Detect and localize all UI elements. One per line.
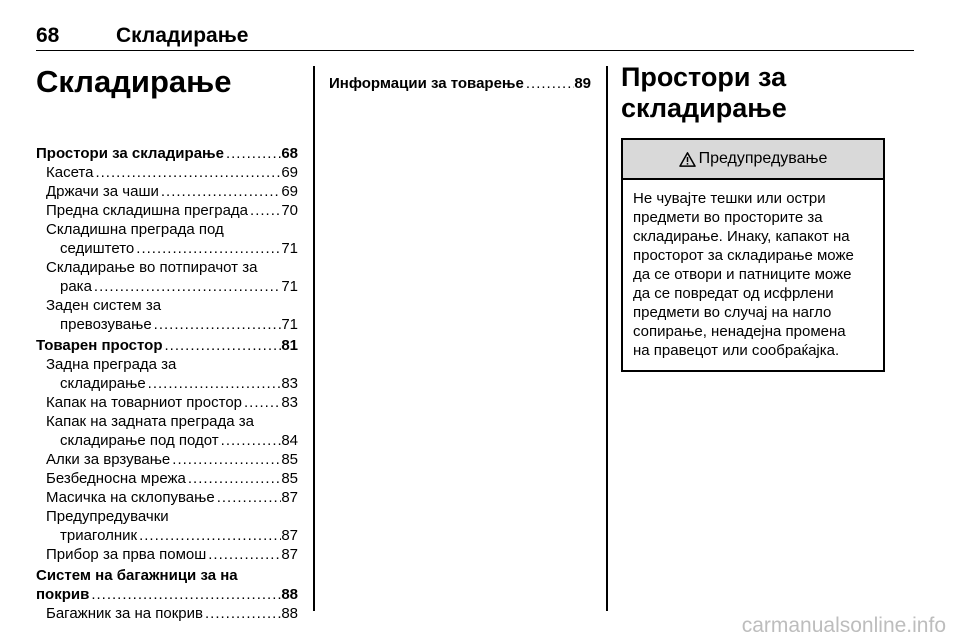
toc-entry[interactable]: Прибор за прва помош ..... 87 [36,545,298,564]
toc-entry[interactable]: Предупредувачки триаголник ..... 87 [36,507,298,545]
toc-entry[interactable]: Касета ..... 69 [36,163,298,182]
toc-entry[interactable]: Складирање во потпирачот за рака ..... 71 [36,258,298,296]
toc-entry[interactable]: Информации за товарење ..... 89 [329,74,591,93]
page-number: 68 [36,24,60,47]
warning-text: Не чувајте тешки или остри предмети во просторите за складирање. Инаку, капакот на просторот за складирање може да се отвори и патниците може да се повредат од исфрлени предмети во случај на нагло сопирање, ненадејна промена на правецот или сообраќајка. [633,190,854,359]
toc-column-2 [329,72,591,93]
toc-entry[interactable]: Складишна преграда под седиштето ..... 71 [36,220,298,258]
toc-entry[interactable]: Товарен простор ..... 81 [36,336,298,355]
toc-entry[interactable]: Задна преграда за складирање ..... 83 [36,355,298,393]
toc-entry[interactable]: Багажник за на покрив ..... 88 [36,604,298,623]
warning-box [621,138,885,372]
toc-entry[interactable]: Алки за врзување ..... 85 [36,450,298,469]
column-divider-2 [606,66,608,611]
section-column [621,62,885,372]
toc-column [36,62,298,623]
page-header [36,22,914,51]
warning-triangle-icon [679,152,696,167]
toc-entry[interactable]: Простори за складирање ..... 68 [36,144,298,163]
running-title: Складирање [116,24,249,47]
section-title: Простори за складирање [621,62,787,123]
watermark: carmanualsonline.info [741,614,946,637]
toc-entry[interactable]: Држачи за чаши ..... 69 [36,182,298,201]
warning-header [623,140,883,180]
toc-entry[interactable]: Систем на багажници за на покрив ..... 88 [36,566,298,604]
chapter-title: Складирање [36,64,232,99]
toc-entry[interactable]: Масичка на склопување ..... 87 [36,488,298,507]
toc-entry[interactable]: Безбедносна мрежа ..... 85 [36,469,298,488]
warning-heading: Предупредување [698,150,828,167]
toc-entry[interactable]: Капак на товарниот простор ..... 83 [36,393,298,412]
column-divider-1 [313,66,315,611]
toc-entry[interactable]: Заден систем за превозување ..... 71 [36,296,298,334]
toc-entry[interactable]: Предна складишна преграда ..... 70 [36,201,298,220]
toc-entry[interactable]: Капак на задната преграда за складирање под подот ..... 84 [36,412,298,450]
